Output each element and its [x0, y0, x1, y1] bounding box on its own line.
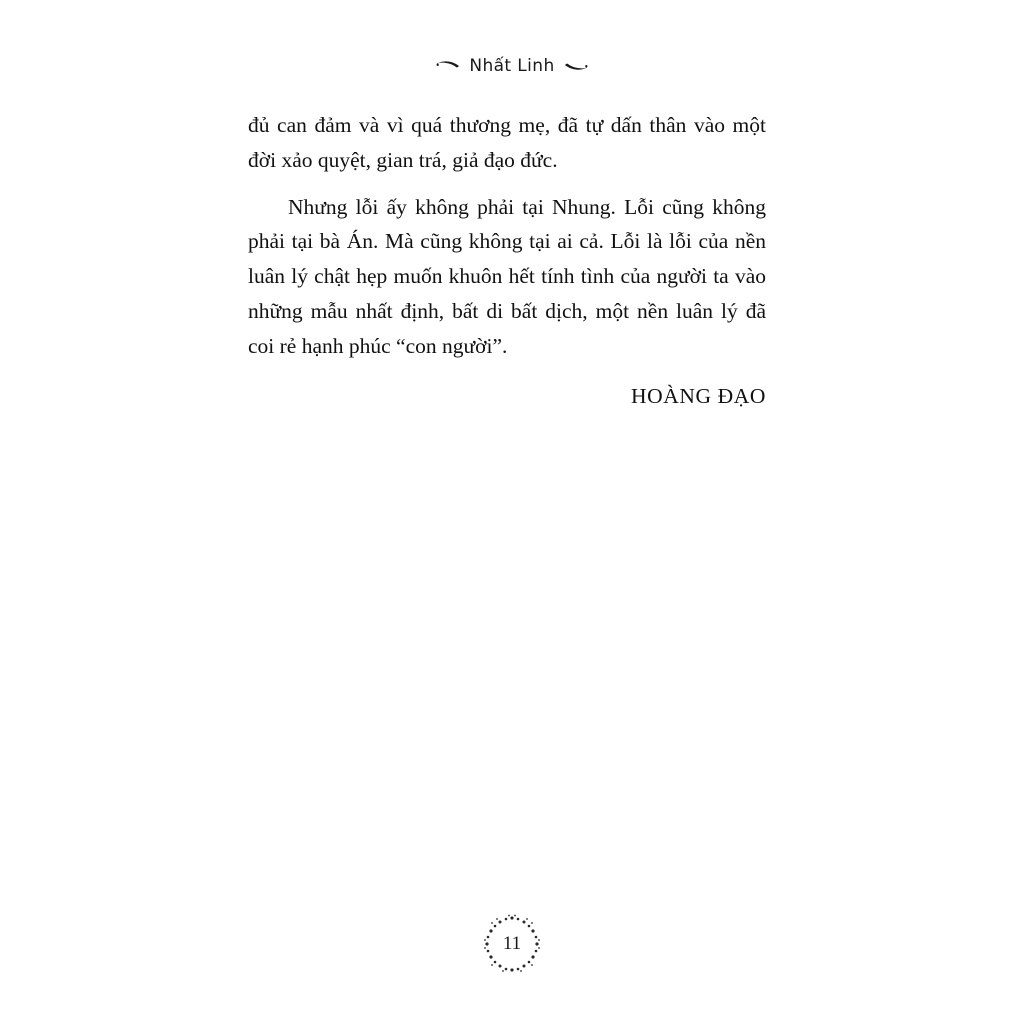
- leaf-flourish-right-icon: [563, 59, 589, 73]
- running-header: [0, 56, 1024, 76]
- folio: [0, 912, 1024, 976]
- page-title: Nhất Linh: [469, 56, 555, 76]
- leaf-flourish-left-icon: [435, 59, 461, 73]
- author-signature: HOÀNG ĐẠO: [631, 383, 766, 408]
- paragraph: Nhưng lỗi ấy không phải tại Nhung. Lỗi cũng không phải tại bà Án. Mà cũng không tại ai cả. Lỗi là lỗi của nền luân lý chật hẹp muốn khuôn hết tính tình của người ta vào những mẫu nhất định, bất di bất dịch, một nền luân lý đã coi rẻ hạnh phúc “con người”.: [248, 194, 766, 358]
- page-number: 11: [502, 933, 522, 954]
- paragraph: đủ can đảm và vì quá thương mẹ, đã tự dấn thân vào một đời xảo quyệt, gian trá, giả đạo đức.: [248, 113, 766, 172]
- body-text: [248, 108, 766, 409]
- folio-wrap: [480, 912, 544, 976]
